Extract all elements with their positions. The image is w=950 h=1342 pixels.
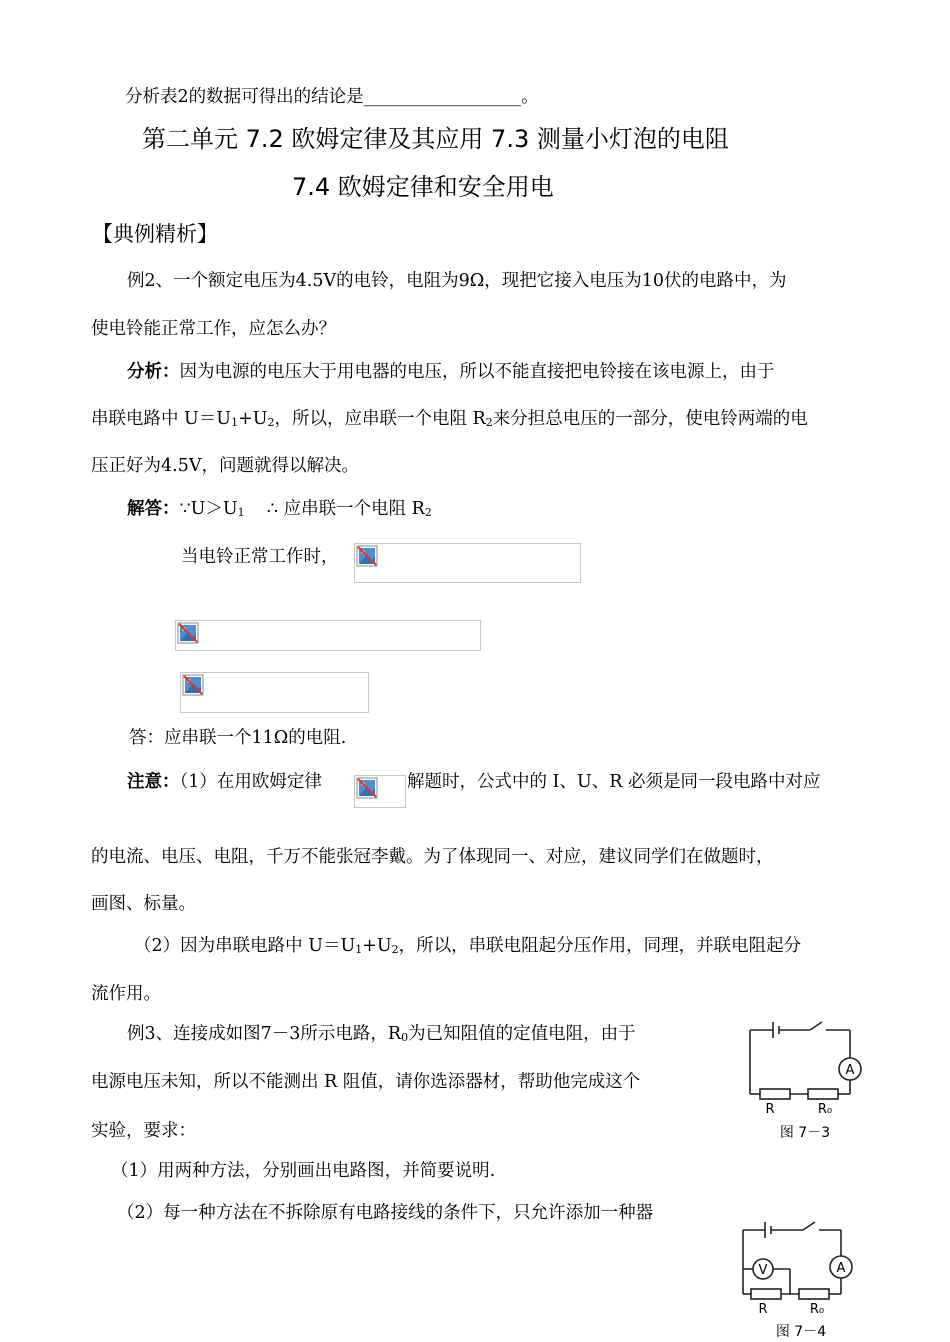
analysis-label: 分析： [127,362,180,382]
example3-requirement1: （1）用两种方法，分别画出电路图，并简要说明. [111,1161,496,1181]
voltmeter-label: V [758,1263,768,1278]
note-line5: 流作用。 [91,984,161,1004]
resistor-r-label: R [765,1102,775,1117]
analysis-line1: 分析：因为电源的电压大于用电器的电压，所以不能直接把电铃接在该电源上，由于 [127,362,775,382]
note-line1-part2: 解题时，公式中的 I、U、R 必须是同一段电路中对应 [407,772,821,792]
example2-line1: 例2、一个额定电压为4.5V的电铃，电阻为9Ω，现把它接入电压为10伏的电路中，为 [127,271,787,291]
circuit-figure-7-4 [735,1218,875,1342]
example3-requirement2: （2）每一种方法在不拆除原有电路接线的条件下，只允许添加一种器 [117,1203,654,1223]
resistor-r-label: R [758,1302,768,1317]
note-line2: 的电流、电压、电阻，千万不能张冠李戴。为了体现同一、对应，建议同学们在做题时， [91,847,774,867]
resistor-r0-label: R₀ [817,1102,833,1117]
analysis-line3: 压正好为4.5V，问题就得以解决。 [91,456,359,476]
note-line1-part1: 注意：（1）在用欧姆定律 [127,772,322,792]
circuit-figure-7-3 [740,1018,870,1148]
example3-line2: 电源电压未知，所以不能测出 R 阻值，请你选添器材，帮助他完成这个 [91,1072,641,1092]
broken-image-icon [356,545,378,567]
resistor-r0-label: R₀ [809,1302,825,1317]
section-title: 【典例精析】 [92,222,218,246]
example2-line2: 使电铃能正常工作，应怎么办？ [91,319,336,339]
unit-heading-line1: 第二单元 7.2 欧姆定律及其应用 7.3 测量小灯泡的电阻 [142,125,729,153]
equation-image-placeholder [175,620,481,651]
example3-line3: 实验，要求： [91,1121,196,1141]
note-label: 注意： [127,772,180,792]
solution-label: 解答： [127,499,180,519]
solution-line: 解答：$\because U>U_1$ ∴ 应串联一个电阻 $R_2$ [127,499,432,519]
when-normal-text: 当电铃正常工作时， [181,547,339,567]
note-line4: （2）因为串联电路中 $U=U_1+U_2$，所以，串联电阻起分压作用，同理，并联电阻起分 [134,936,802,956]
note-line3: 画图、标量。 [91,894,196,914]
broken-image-icon [177,622,199,644]
answer-text: 答：应串联一个11Ω的电阻. [129,728,347,748]
analysis-line2: 串联电路中 $U=U_1+U_2$，所以，应串联一个电阻 $R_2$来分担总电压的一部分，使电铃两端的电 [91,409,808,429]
ammeter-label: A [836,1261,846,1276]
figure-caption: 图 7－3 [779,1125,831,1141]
ammeter-label: A [845,1063,855,1078]
equation-image-placeholder [180,672,369,713]
figure-caption: 图 7－4 [775,1324,827,1340]
broken-image-icon [182,674,204,696]
formula-image-placeholder [354,775,406,808]
broken-image-icon [356,777,378,799]
example3-line1: 例3、连接成如图7－3所示电路，$R_0$为已知阻值的定值电阻，由于 [127,1024,636,1044]
unit-heading-line2: 7.4 欧姆定律和安全用电 [292,173,554,201]
conclusion-prompt: 分析表2的数据可得出的结论是__________________。 [125,87,539,107]
equation-image-placeholder [354,543,581,583]
